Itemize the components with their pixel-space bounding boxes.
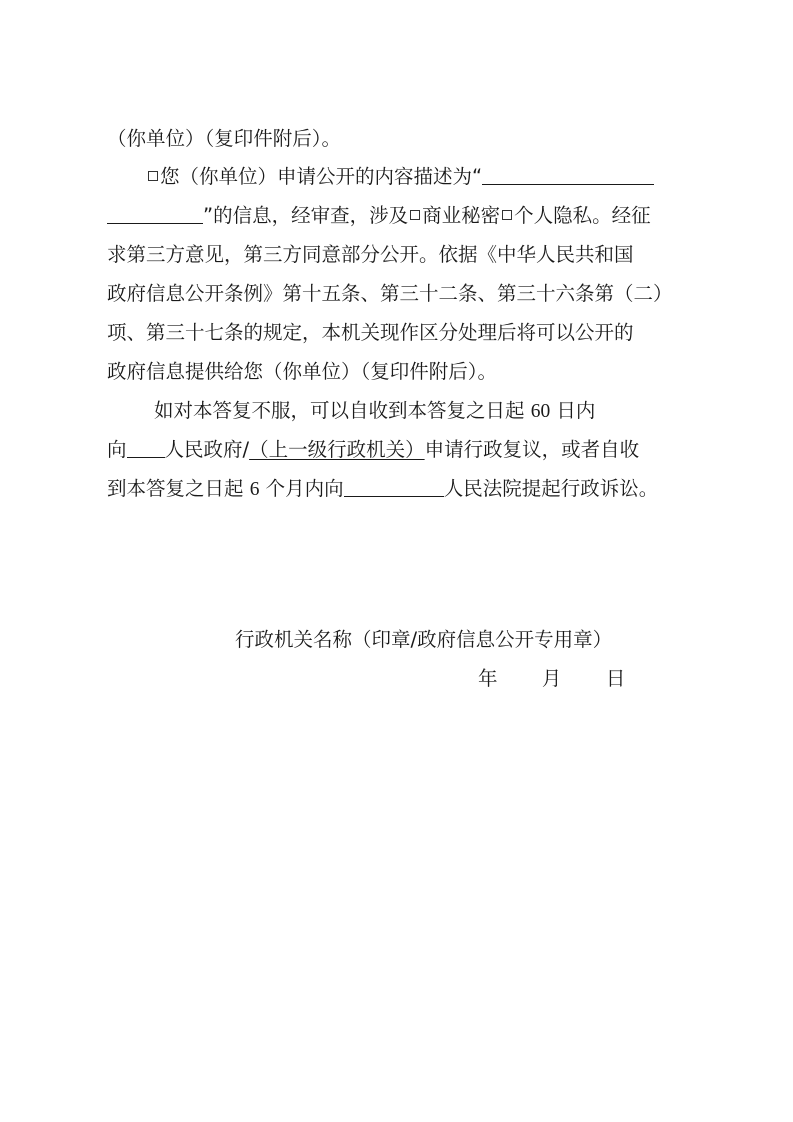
date-day: 日 (605, 667, 626, 690)
line-1-text: （你单位）（复印件附后）。 (107, 127, 342, 150)
line-9-text-b: 人民政府/ (164, 438, 250, 461)
court-blank[interactable] (344, 477, 444, 497)
text-line-1 (107, 126, 341, 152)
line-8-text-b: 日内 (556, 399, 596, 422)
text-line-8 (154, 398, 595, 425)
description-blank[interactable] (482, 165, 654, 185)
signature-org (235, 627, 612, 653)
line-5-text: 政府信息公开条例》第十五条、第三十二条、第三十六条第（二） (107, 282, 673, 305)
line-10-text-c: 人民法院提起行政诉讼。 (443, 477, 659, 500)
line-9-text-d: 申请行政复议，或者自收 (424, 438, 640, 461)
line-7-text: 政府信息提供给您（你单位）（复印件附后）。 (107, 360, 498, 383)
line-3-text-c: 个人隐私。经征 (514, 204, 651, 227)
date-year: 年 (478, 667, 498, 690)
text-line-10 (107, 476, 658, 503)
government-blank[interactable] (127, 438, 165, 458)
line-8-text-a: 如对本答复不服，可以自收到本答复之日起 (154, 399, 525, 422)
description-blank-continued[interactable] (107, 204, 203, 224)
text-line-6 (107, 320, 634, 346)
line-10-text-b: 个月内向 (265, 477, 344, 500)
checkbox-icon[interactable] (410, 210, 420, 220)
line-4-text: 求第三方意见，第三方同意部分公开。依据《中华人民共和国 (107, 243, 634, 266)
agency-name-seal: 行政机关名称（印章/政府信息公开专用章） (235, 628, 613, 651)
line-3-text-b: 商业秘密 (422, 204, 501, 227)
text-line-4 (107, 242, 634, 268)
months-number: 6 (249, 479, 260, 500)
checkbox-icon[interactable] (502, 210, 512, 220)
superior-agency-text: （上一级行政机关） (249, 438, 425, 461)
text-line-2 (146, 164, 654, 190)
date-month: 月 (541, 667, 562, 690)
signature-date (478, 666, 625, 692)
checkbox-icon[interactable] (148, 171, 158, 181)
line-2-text: 您（你单位）申请公开的内容描述为“ (160, 165, 483, 188)
line-9-text-a: 向 (107, 438, 127, 461)
line-6-text: 项、第三十七条的规定，本机关现作区分处理后将可以公开的 (107, 321, 634, 344)
text-line-3 (107, 203, 651, 229)
text-line-7 (107, 359, 497, 385)
text-line-9 (107, 437, 639, 463)
line-10-text-a: 到本答复之日起 (107, 477, 244, 500)
text-line-5 (107, 281, 673, 307)
line-3-text-a: ”的信息，经审查，涉及 (203, 204, 409, 227)
days-number: 60 (530, 401, 551, 422)
